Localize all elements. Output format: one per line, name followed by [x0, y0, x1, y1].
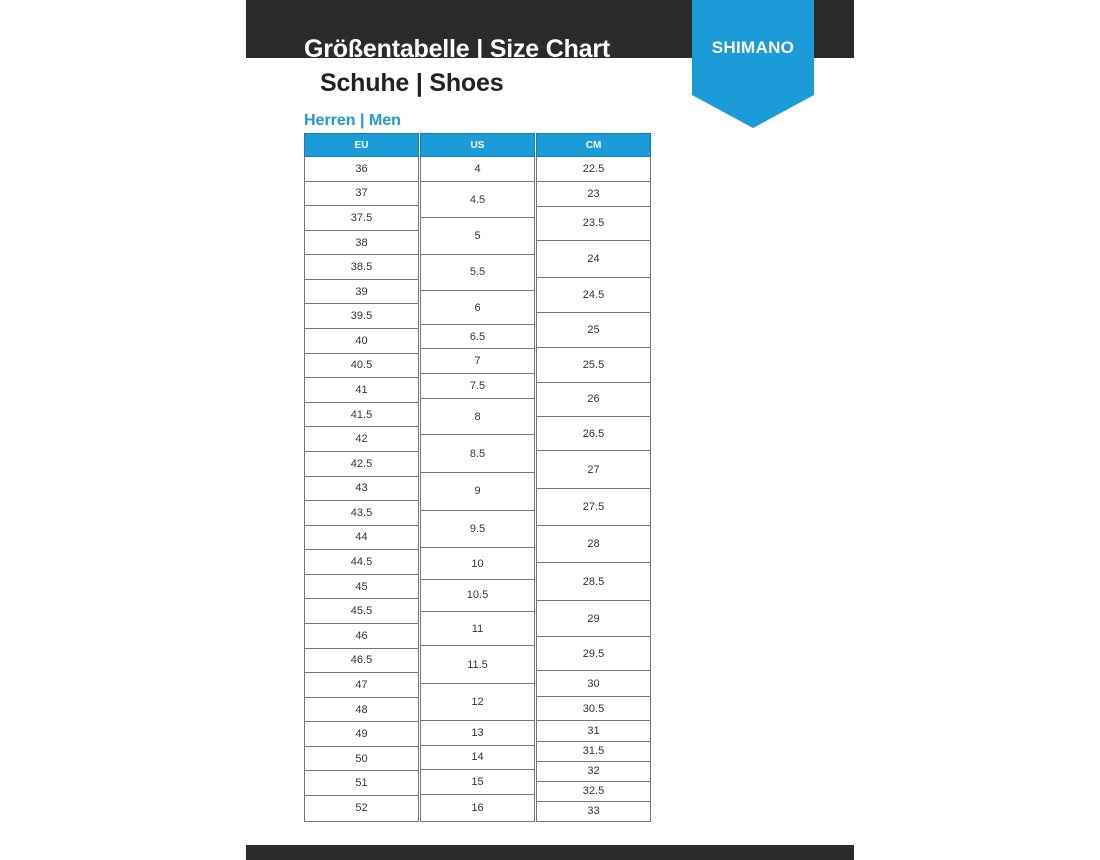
table-cell: 40: [305, 329, 418, 354]
table-cell: 5: [421, 218, 534, 255]
table-cell: 30.5: [537, 697, 650, 721]
table-cell: 8.5: [421, 435, 534, 473]
column-us: [420, 133, 535, 822]
section-heading-men: Herren | Men: [304, 112, 401, 129]
table-cell: 4.5: [421, 182, 534, 219]
table-cell: 42: [305, 427, 418, 452]
page-subtitle: Schuhe | Shoes: [320, 69, 504, 97]
table-cell: 45: [305, 575, 418, 600]
table-cell: 38.5: [305, 255, 418, 280]
logo-badge-shape: [692, 0, 814, 128]
table-cell: 28: [537, 526, 650, 563]
table-cell: 29: [537, 601, 650, 637]
table-cell: 25: [537, 313, 650, 348]
table-cell: 13: [421, 721, 534, 746]
table-cell: 48: [305, 698, 418, 723]
table-cell: 28.5: [537, 563, 650, 601]
column-header-eu: EU: [304, 133, 419, 157]
table-cell: 33: [587, 805, 600, 818]
table-cell: 25.5: [537, 348, 650, 383]
table-cell: 50: [305, 747, 418, 772]
column-cm: [536, 133, 651, 822]
table-cell: 46.5: [305, 649, 418, 674]
column-header-cm: CM: [536, 133, 651, 157]
table-cell: 11: [421, 612, 534, 647]
table-cell: 44.5: [305, 550, 418, 575]
table-cell: 52: [355, 802, 368, 815]
table-cell: 6: [421, 291, 534, 326]
table-cell: 26.5: [537, 417, 650, 452]
column-body-cm: [536, 157, 651, 822]
table-cell: 43: [305, 477, 418, 502]
size-table: [304, 133, 652, 822]
table-cell: 36: [305, 157, 418, 182]
table-cell: 10: [421, 548, 534, 580]
table-cell: 49: [305, 722, 418, 747]
table-cell: 39.5: [305, 304, 418, 329]
table-cell: 9: [421, 473, 534, 511]
size-chart-sheet: [246, 0, 854, 860]
table-cell: 45.5: [305, 599, 418, 624]
column-eu: [304, 133, 419, 822]
table-cell: 4: [421, 157, 534, 182]
table-cell: 7.5: [421, 374, 534, 399]
table-cell: 37.5: [305, 206, 418, 231]
table-cell: 12: [421, 684, 534, 721]
table-cell: 24: [537, 241, 650, 278]
brand-logo: [692, 0, 814, 128]
table-cell: 14: [421, 746, 534, 771]
table-cell: 23: [537, 182, 650, 207]
table-cell: 39: [305, 280, 418, 305]
table-cell: 47: [305, 673, 418, 698]
table-cell: 29.5: [537, 637, 650, 671]
table-cell: 38: [305, 231, 418, 256]
table-cell: 41: [305, 378, 418, 403]
table-cell: 9.5: [421, 511, 534, 549]
table-cell: 5.5: [421, 255, 534, 291]
table-cell: 51: [305, 771, 418, 796]
table-cell: 27: [537, 451, 650, 489]
table-cell: 7: [421, 349, 534, 374]
column-header-us: US: [420, 133, 535, 157]
column-body-us: [420, 157, 535, 822]
table-cell: 37: [305, 182, 418, 207]
table-cell: 43.5: [305, 501, 418, 526]
table-cell: 32: [537, 762, 650, 782]
table-cell: 46: [305, 624, 418, 649]
table-cell: 15: [421, 770, 534, 795]
column-body-eu: [304, 157, 419, 822]
table-cell: 40.5: [305, 354, 418, 379]
table-cell: 30: [537, 671, 650, 697]
table-cell: 6.5: [421, 325, 534, 349]
table-cell: 42.5: [305, 452, 418, 477]
page-title: Größentabelle | Size Chart: [304, 35, 611, 63]
table-cell: 31: [537, 721, 650, 742]
table-cell: 26: [537, 383, 650, 417]
table-cell: 44: [305, 526, 418, 551]
table-cell: 31.5: [537, 742, 650, 762]
table-cell: 11.5: [421, 646, 534, 684]
table-cell: 41.5: [305, 403, 418, 428]
table-cell: 16: [471, 801, 484, 814]
table-cell: 22.5: [537, 157, 650, 182]
table-cell: 24.5: [537, 278, 650, 313]
table-cell: 23.5: [537, 207, 650, 241]
table-cell: 32.5: [537, 782, 650, 802]
table-cell: 8: [421, 399, 534, 436]
brand-name: SHIMANO: [711, 38, 795, 57]
table-cell: 27.5: [537, 489, 650, 526]
table-cell: 10.5: [421, 580, 534, 612]
footer-band: [246, 845, 854, 860]
